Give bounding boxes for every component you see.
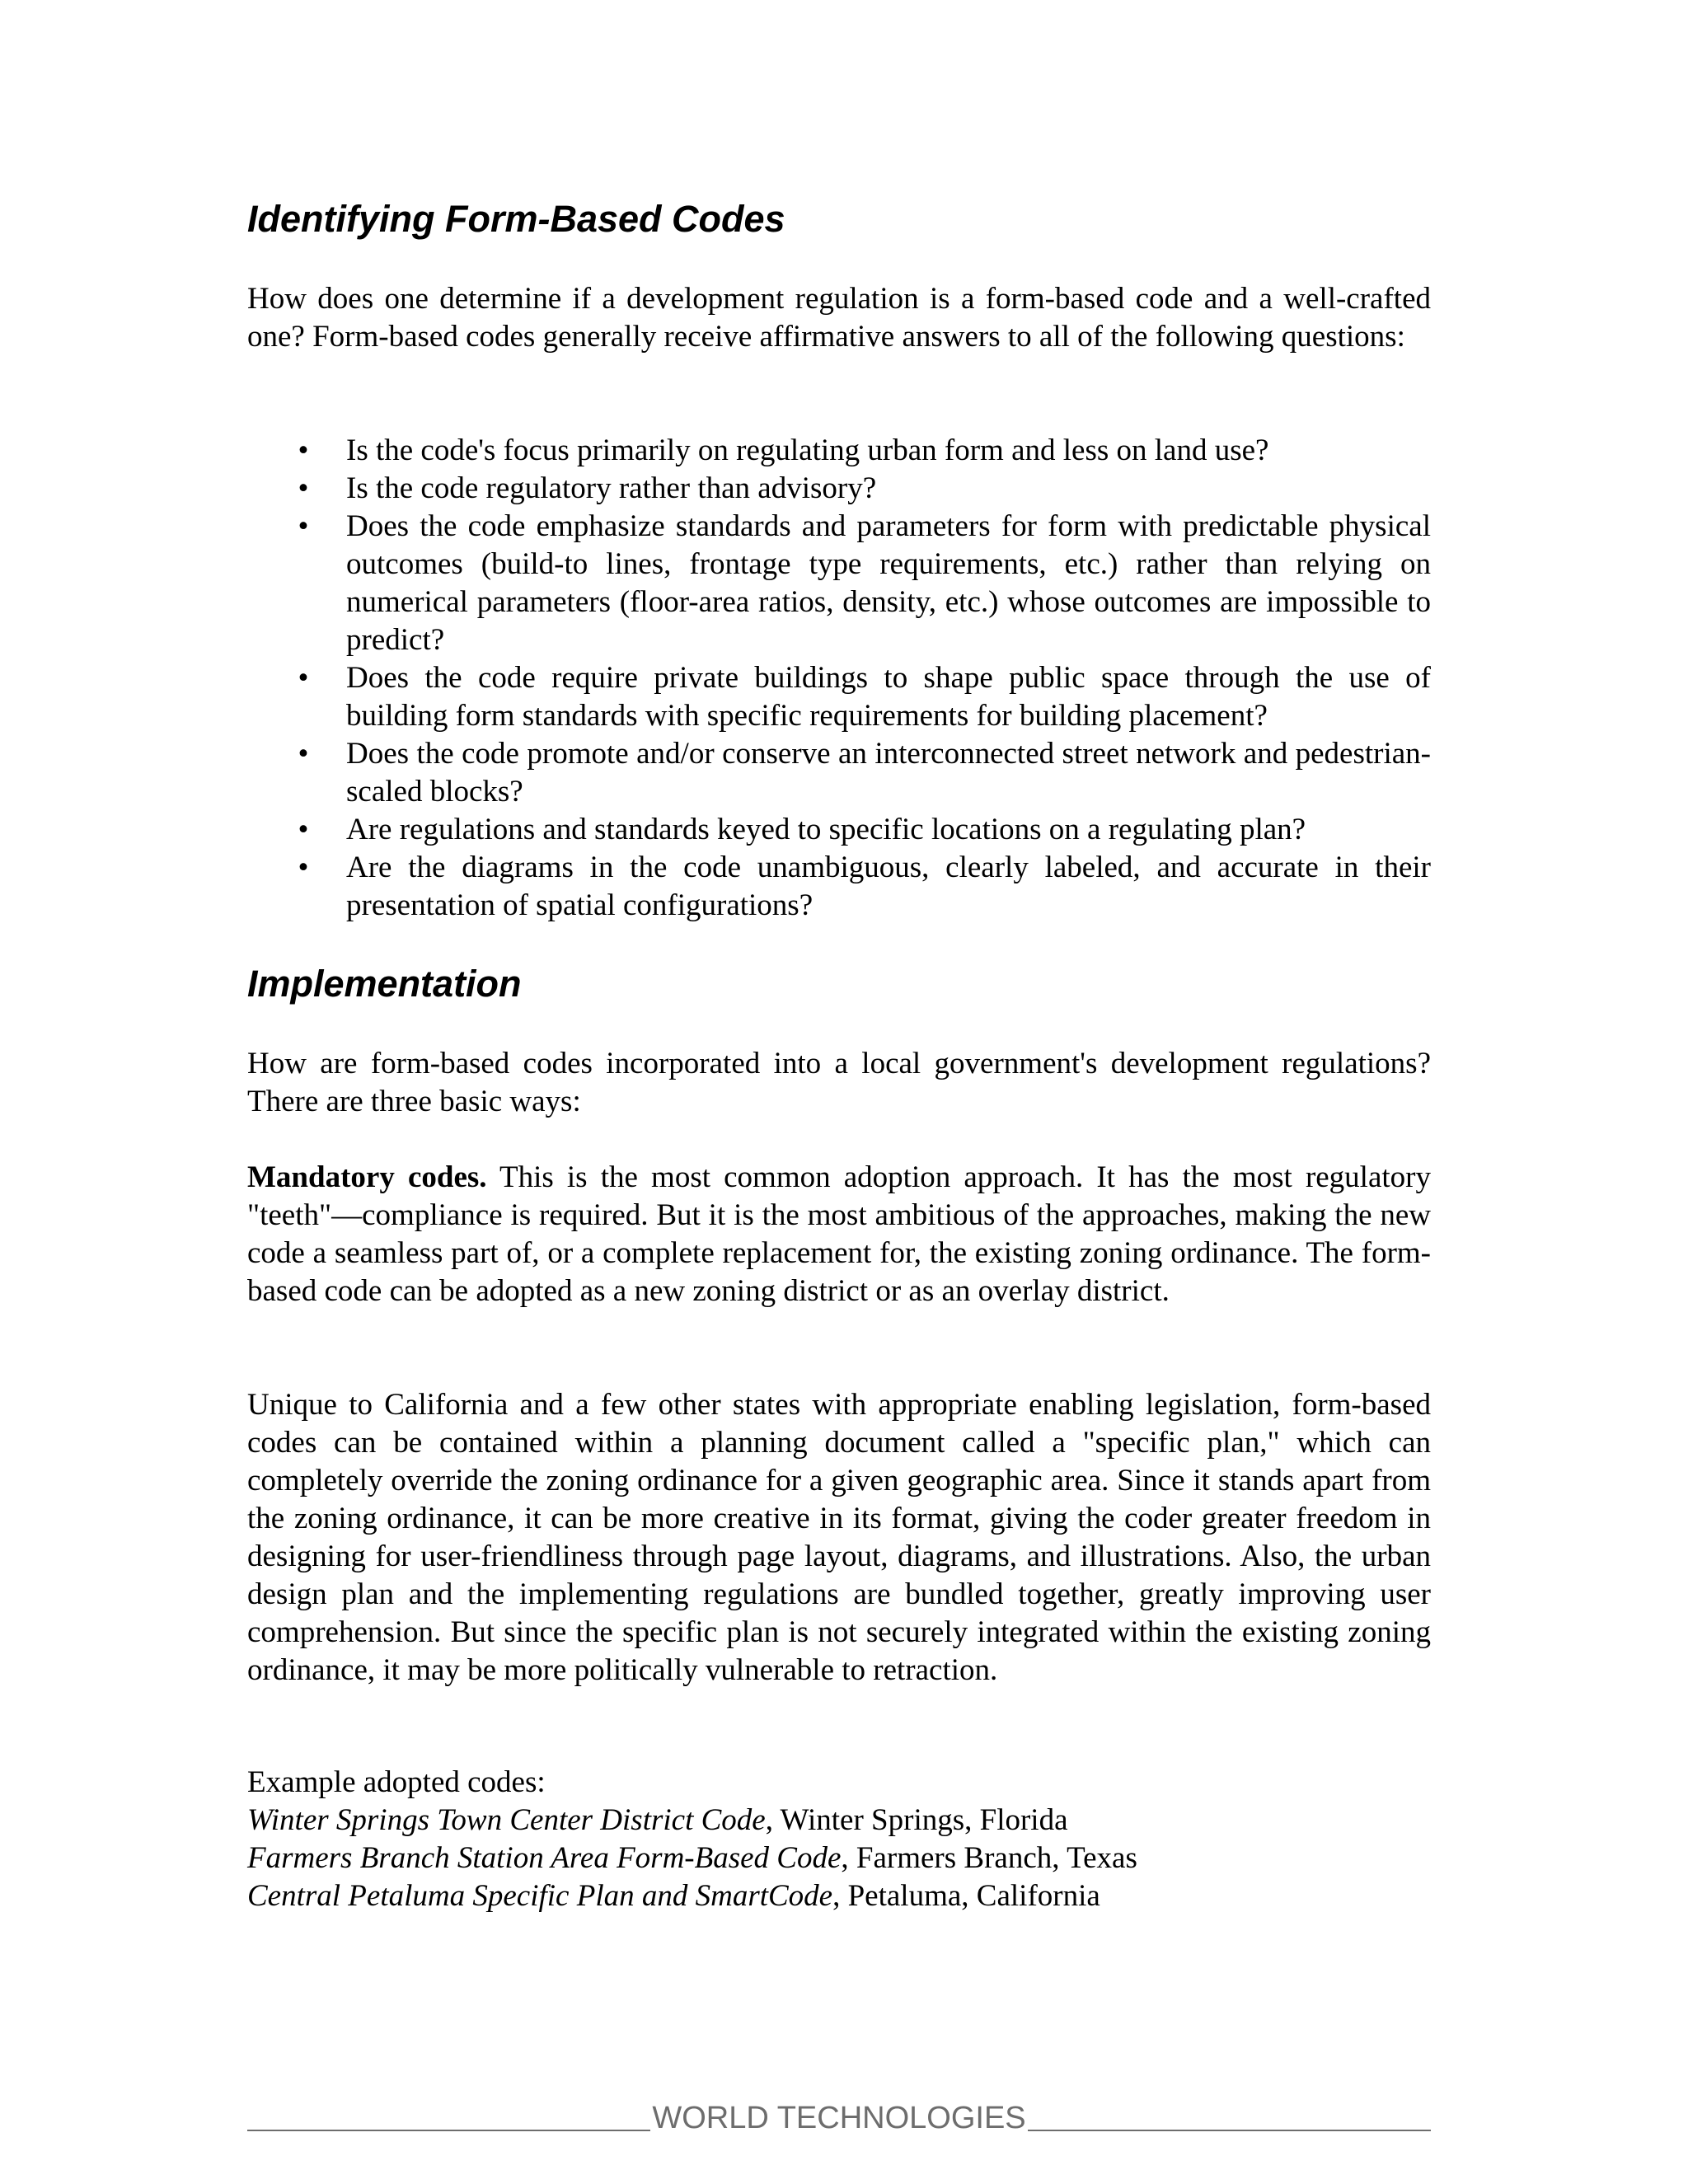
list-item <box>247 659 1431 735</box>
example-code-title: Central Petaluma Specific Plan and SmartCode <box>247 1879 833 1913</box>
example-code-line <box>247 1877 1431 1915</box>
question-text: Is the code regulatory rather than advisory? <box>346 471 877 505</box>
list-item <box>247 811 1431 849</box>
list-item <box>247 735 1431 811</box>
bullet-icon: • <box>298 471 309 505</box>
mandatory-codes-lead: Mandatory codes. <box>247 1160 487 1194</box>
bullet-icon: • <box>298 434 309 467</box>
question-text: Does the code require private buildings to shape public space through the use of building form standards with specific requirements for building placement? <box>346 661 1431 733</box>
question-text: Does the code emphasize standards and parameters for form with predictable physical outcomes (build-to lines, frontage type requirements, etc.) rather than relying on numerical parameters (floor-area ratios, density, etc.) whose outcomes are impossible to predict? <box>346 509 1431 657</box>
identifying-intro-paragraph: How does one determine if a development regulation is a form-based code and a well-crafted one? Form-based codes generally receive affirmative answers to all of the following questions: <box>247 282 1431 354</box>
bullet-icon: • <box>298 737 309 771</box>
question-text: Is the code's focus primarily on regulating urban form and less on land use? <box>346 434 1269 467</box>
mandatory-codes-body: This is the most common adoption approach. It has the most regulatory "teeth"—compliance is required. But it is the most ambitious of the approaches, making the new code a seamless part of, or a complete replacement for, the existing zoning ordinance. The form-based code can be adopted as a new zoning district or as an overlay district. <box>247 1160 1431 1308</box>
question-text: Are the diagrams in the code unambiguous, clearly labeled, and accurate in their presentation of spatial configurations? <box>346 851 1431 922</box>
example-code-title: Winter Springs Town Center District Code <box>247 1803 766 1837</box>
example-code-line <box>247 1802 1431 1840</box>
bullet-icon: • <box>298 661 309 695</box>
questions-list <box>247 432 1431 925</box>
footer-publisher: WORLD TECHNOLOGIES <box>652 2101 1026 2135</box>
list-item <box>247 432 1431 470</box>
section-heading-implementation: Implementation <box>247 963 522 1005</box>
footer-rule-right <box>1028 2130 1431 2131</box>
footer-rule-left <box>247 2130 650 2131</box>
example-code-line <box>247 1840 1431 1877</box>
list-item <box>247 470 1431 508</box>
question-text: Are regulations and standards keyed to specific locations on a regulating plan? <box>346 813 1306 846</box>
section-heading-identifying: Identifying Form-Based Codes <box>247 198 785 240</box>
list-item <box>247 849 1431 925</box>
example-code-place: , Farmers Branch, Texas <box>841 1841 1137 1875</box>
implementation-intro-paragraph: How are form-based codes incorporated into a local government's development regulations? There are three basic ways: <box>247 1047 1431 1118</box>
bullet-icon: • <box>298 813 309 846</box>
specific-plan-paragraph: Unique to California and a few other states with appropriate enabling legislation, form-based codes can be contained within a planning document called a "specific plan," which can completely override the zoning ordinance for a given geographic area. Since it stands apart from the zoning ordinance, it can be more creative in its format, giving the coder greater freedom in designing for user-friendliness through page layout, diagrams, and illustrations. Also, the urban design plan and the implementing regulations are bundled together, greatly improving user comprehension. But since the specific plan is not securely integrated within the existing zoning ordinance, it may be more politically vulnerable to retraction. <box>247 1388 1431 1687</box>
page-footer <box>247 2098 1431 2136</box>
example-codes-block <box>247 1764 1431 1915</box>
bullet-icon: • <box>298 509 309 543</box>
bullet-icon: • <box>298 851 309 884</box>
question-text: Does the code promote and/or conserve an interconnected street network and pedestrian-scaled blocks? <box>346 737 1431 808</box>
example-code-place: , Winter Springs, Florida <box>765 1803 1068 1837</box>
example-code-title: Farmers Branch Station Area Form-Based Code <box>247 1841 842 1875</box>
example-code-place: , Petaluma, California <box>832 1879 1100 1913</box>
list-item <box>247 508 1431 659</box>
mandatory-codes-paragraph <box>247 1159 1431 1310</box>
example-codes-label: Example adopted codes: <box>247 1765 546 1799</box>
